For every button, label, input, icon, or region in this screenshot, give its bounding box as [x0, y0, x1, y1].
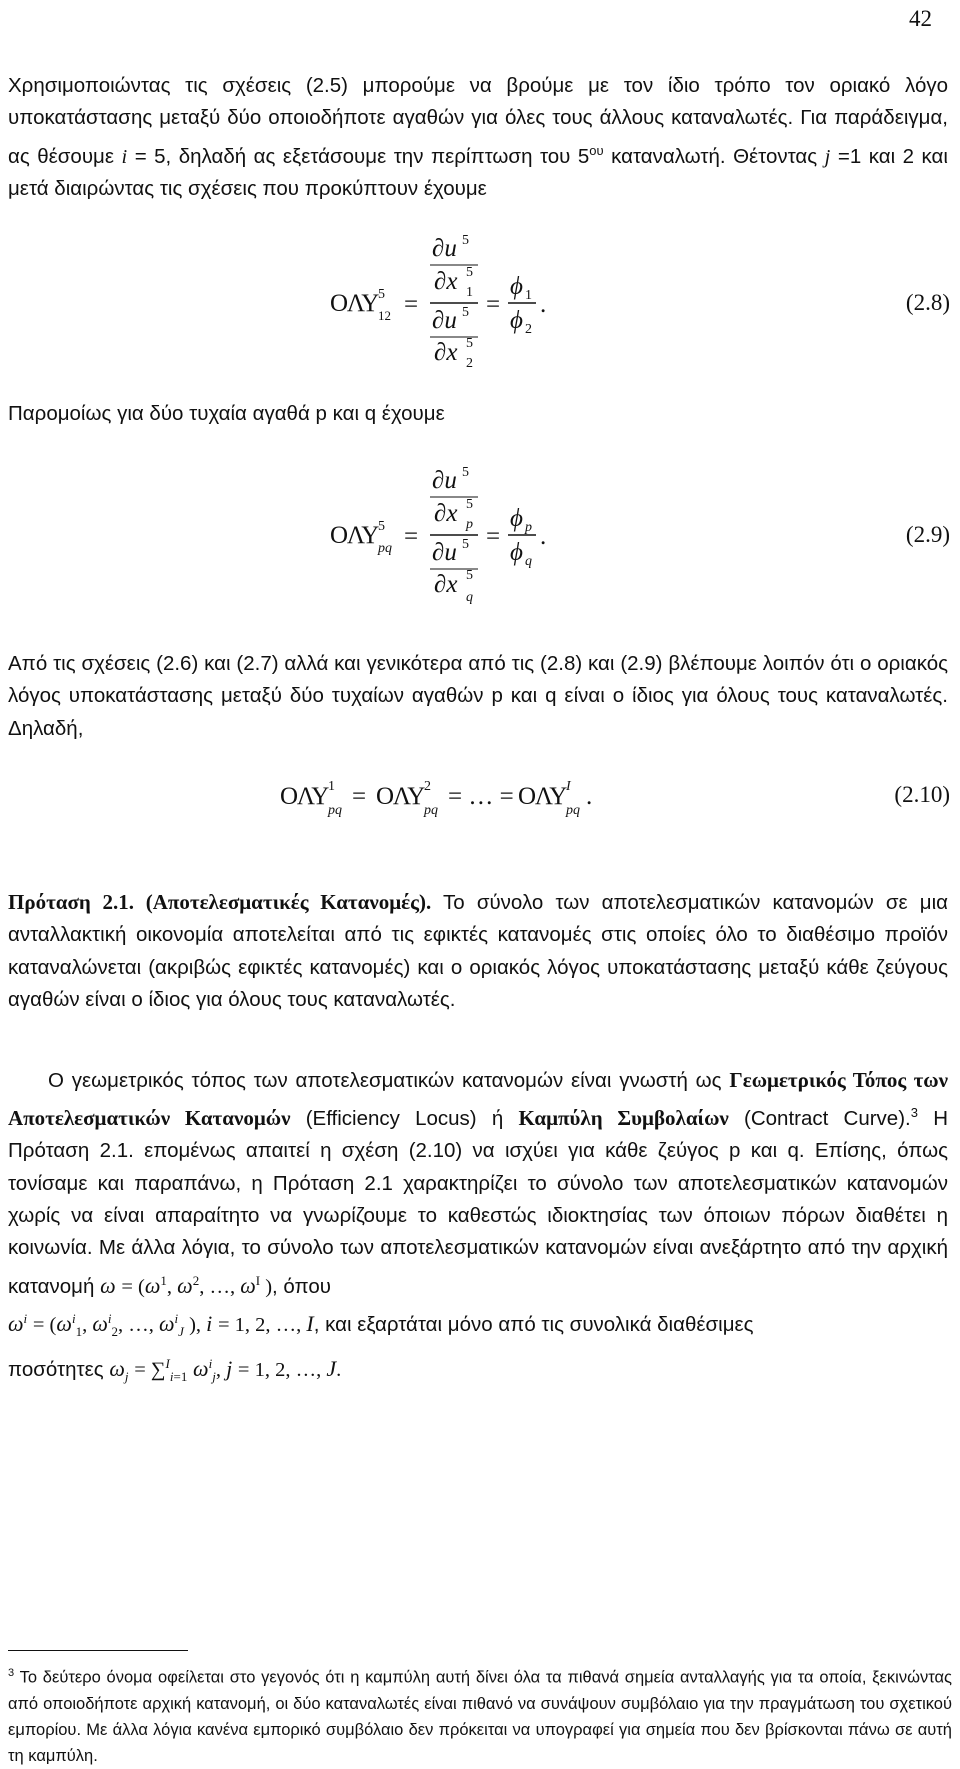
svg-text:∂u: ∂u [432, 307, 457, 334]
svg-text:∂u: ∂u [432, 539, 457, 566]
svg-text:.: . [586, 783, 593, 810]
svg-text:2: 2 [466, 356, 473, 371]
svg-text:ΟΛΥ: ΟΛΥ [280, 783, 330, 810]
footnote-rule [8, 1650, 188, 1651]
svg-text:q: q [525, 554, 532, 569]
svg-text:12: 12 [378, 308, 391, 323]
svg-text:5: 5 [378, 519, 385, 534]
svg-text:5: 5 [466, 568, 473, 583]
svg-text:5: 5 [462, 537, 469, 552]
paragraph-conclusion: Από τις σχέσεις (2.6) και (2.7) αλλά και γενικότερα από τις (2.8) και (2.9) βλέπουμε λοιπόν ότι ο οριακός λόγος υποκατάστασης μεταξύ δύο τυχαίων αγαθών p και q είναι ο ίδιος για όλους τους καταναλωτές. Δηλαδή, [8, 652, 948, 740]
svg-text:ϕ: ϕ [510, 505, 523, 532]
svg-text:.: . [540, 523, 547, 550]
svg-text:ΟΛΥ: ΟΛΥ [518, 783, 568, 810]
paragraph-intro: Χρησιμοποιώντας τις σχέσεις (2.5) μπορούμε να βρούμε με τον ίδιο τρόπο τον οριακό λόγο υποκατάστασης μεταξύ δύο οποιοδήποτε αγαθών για όλες τους άλλους καταναλωτές. Για παράδειγμα, ας θέσουμε i = 5, δηλαδή ας εξετάσουμε την περίπτωση του $5^{o\upsilon}$ καταναλωτή. Θέτοντας j =1 και 2 και μετά διαιρώντας τις σχέσεις που προκύπτουν έχουμε [8, 74, 948, 200]
svg-text:∂x: ∂x [434, 268, 458, 295]
svg-text:= … =: = … = [448, 783, 514, 810]
svg-text:ϕ: ϕ [510, 539, 523, 566]
paragraph-efficiency-locus: Ο γεωμετρικός τόπος των αποτελεσματικών κατανομών είναι γνωστή ως Γεωμετρικός Τόπος των Αποτελεσματικών Κατανομών (Efficiency Locus) ή Καμπύλη Συμβολαίων (Contract Curve).$^3$ Η Πρόταση 2.1. επομένως απαιτεί η σχέση (2.10) να ισχύει για κάθε ζεύγος p και q. Επίσης, όπως τονίσαμε και παραπάνω, η Πρόταση 2.1 χαρακτηρίζει το σύνολο των αποτελεσματικών κατανομών χωρίς να είναι απαραίτητο να γνωρίζουμε το καθεστώς ιδιοκτησίας των όποιων πόρων διαθέτει η κοινωνία. Με άλλα λόγια, το σύνολο των αποτελεσματικών κατανομών είναι ανεξάρτητο από την αρχική κατανομή $\omega = (\omega^1$, $\omega^2$, …, $\omega^I$ ), όπου $\omega^i = (\omega^i_1$, $\omega^i_2$, …, $\omega^i_J$ ), i = 1, 2, …, I, και εξαρτάται μόνο από τις συνολικά διαθέσιμες ποσότητες $\omega_j = \sum^I_{i=1}$ $\omega^i_j$, j = 1, 2, …, J. [8, 1068, 949, 1384]
svg-text:=: = [404, 523, 419, 550]
proposition-2-1: Πρόταση 2.1. (Αποτελεσματικές Κατανομές). Το σύνολο των αποτελεσματικών κατανομών σε μια ανταλλακτική οικονομία αποτελείται από τις εφικτές κατανομές στις οποίες όλο το διαθέσιμο προϊόν καταναλώνεται (ακριβώς εφικτές κατανομές) και ο οριακός λόγος υποκατάστασης μεταξύ κάθε ζεύγους αγαθών είναι ο ίδιος για όλους τους καταναλωτές. [8, 890, 949, 1011]
svg-text:pq: pq [328, 803, 342, 818]
svg-text:2: 2 [424, 779, 431, 794]
svg-text:=: = [352, 783, 367, 810]
svg-text:5: 5 [466, 336, 473, 351]
svg-text:pq: pq [566, 803, 580, 818]
svg-text:p: p [525, 520, 532, 535]
svg-text:ϕ: ϕ [510, 307, 523, 334]
svg-text:pq: pq [424, 803, 438, 818]
proposition-title: Πρόταση 2.1. (Αποτελεσματικές Κατανομές). [8, 890, 432, 914]
equation-2-10-graphic [270, 772, 690, 822]
svg-text:1: 1 [466, 285, 473, 300]
svg-text:ΟΛΥ: ΟΛΥ [330, 290, 380, 317]
svg-text:5: 5 [466, 497, 473, 512]
svg-text:=: = [404, 291, 419, 318]
svg-text:ϕ: ϕ [510, 273, 523, 300]
svg-text:∂u: ∂u [432, 467, 457, 494]
footnote-3: $^3$ Το δεύτερο όνομα οφείλεται στο γεγονός ότι η καμπύλη αυτή δίνει όλα τα πιθανά σημεία ανταλλαγής για τα οποία, ξεκινώντας από οποιοδήποτε αρχική κατανομή, οι δύο καταναλωτές είναι πιθανό να συνάψουν συμβόλαιο για την πραγμάτωση του σχετικού εμπορίου. Με άλλα λόγια κανένα εμπορικό συμβόλαιο δεν πρόκειται να υπογραφεί για σημεία που δεν βρίσκονται πάνω σε αυτή τη καμπύλη. [8, 1667, 952, 1765]
equation-2-9-label: (2.9) [905, 522, 950, 547]
equation-2-8-graphic [320, 220, 620, 380]
svg-text:ΟΛΥ: ΟΛΥ [376, 783, 426, 810]
svg-text:p: p [466, 517, 473, 532]
svg-text:∂x: ∂x [434, 571, 458, 598]
svg-text:∂x: ∂x [434, 500, 458, 527]
svg-text:5: 5 [462, 305, 469, 320]
svg-text:5: 5 [462, 233, 469, 248]
svg-text:5: 5 [466, 265, 473, 280]
svg-text:I: I [566, 779, 571, 794]
svg-text:pq: pq [378, 541, 392, 556]
svg-text:5: 5 [462, 465, 469, 480]
svg-text:∂u: ∂u [432, 235, 457, 262]
svg-text:2: 2 [525, 322, 532, 337]
page-number: 42 [909, 6, 932, 31]
paragraph-similar: Παρομοίως για δύο τυχαία αγαθά p και q έχουμε [8, 402, 445, 425]
svg-text:1: 1 [525, 288, 532, 303]
svg-text:5: 5 [378, 287, 385, 302]
equation-2-10-label: (2.10) [894, 782, 950, 807]
equation-2-8-label: (2.8) [905, 290, 950, 315]
svg-text:q: q [466, 590, 473, 605]
svg-text:1: 1 [328, 779, 335, 794]
equation-2-9-graphic [320, 452, 620, 622]
svg-text:ΟΛΥ: ΟΛΥ [330, 522, 380, 549]
svg-text:∂x: ∂x [434, 339, 458, 366]
svg-text:.: . [540, 291, 547, 318]
svg-text:=: = [486, 291, 501, 318]
svg-text:=: = [486, 523, 501, 550]
